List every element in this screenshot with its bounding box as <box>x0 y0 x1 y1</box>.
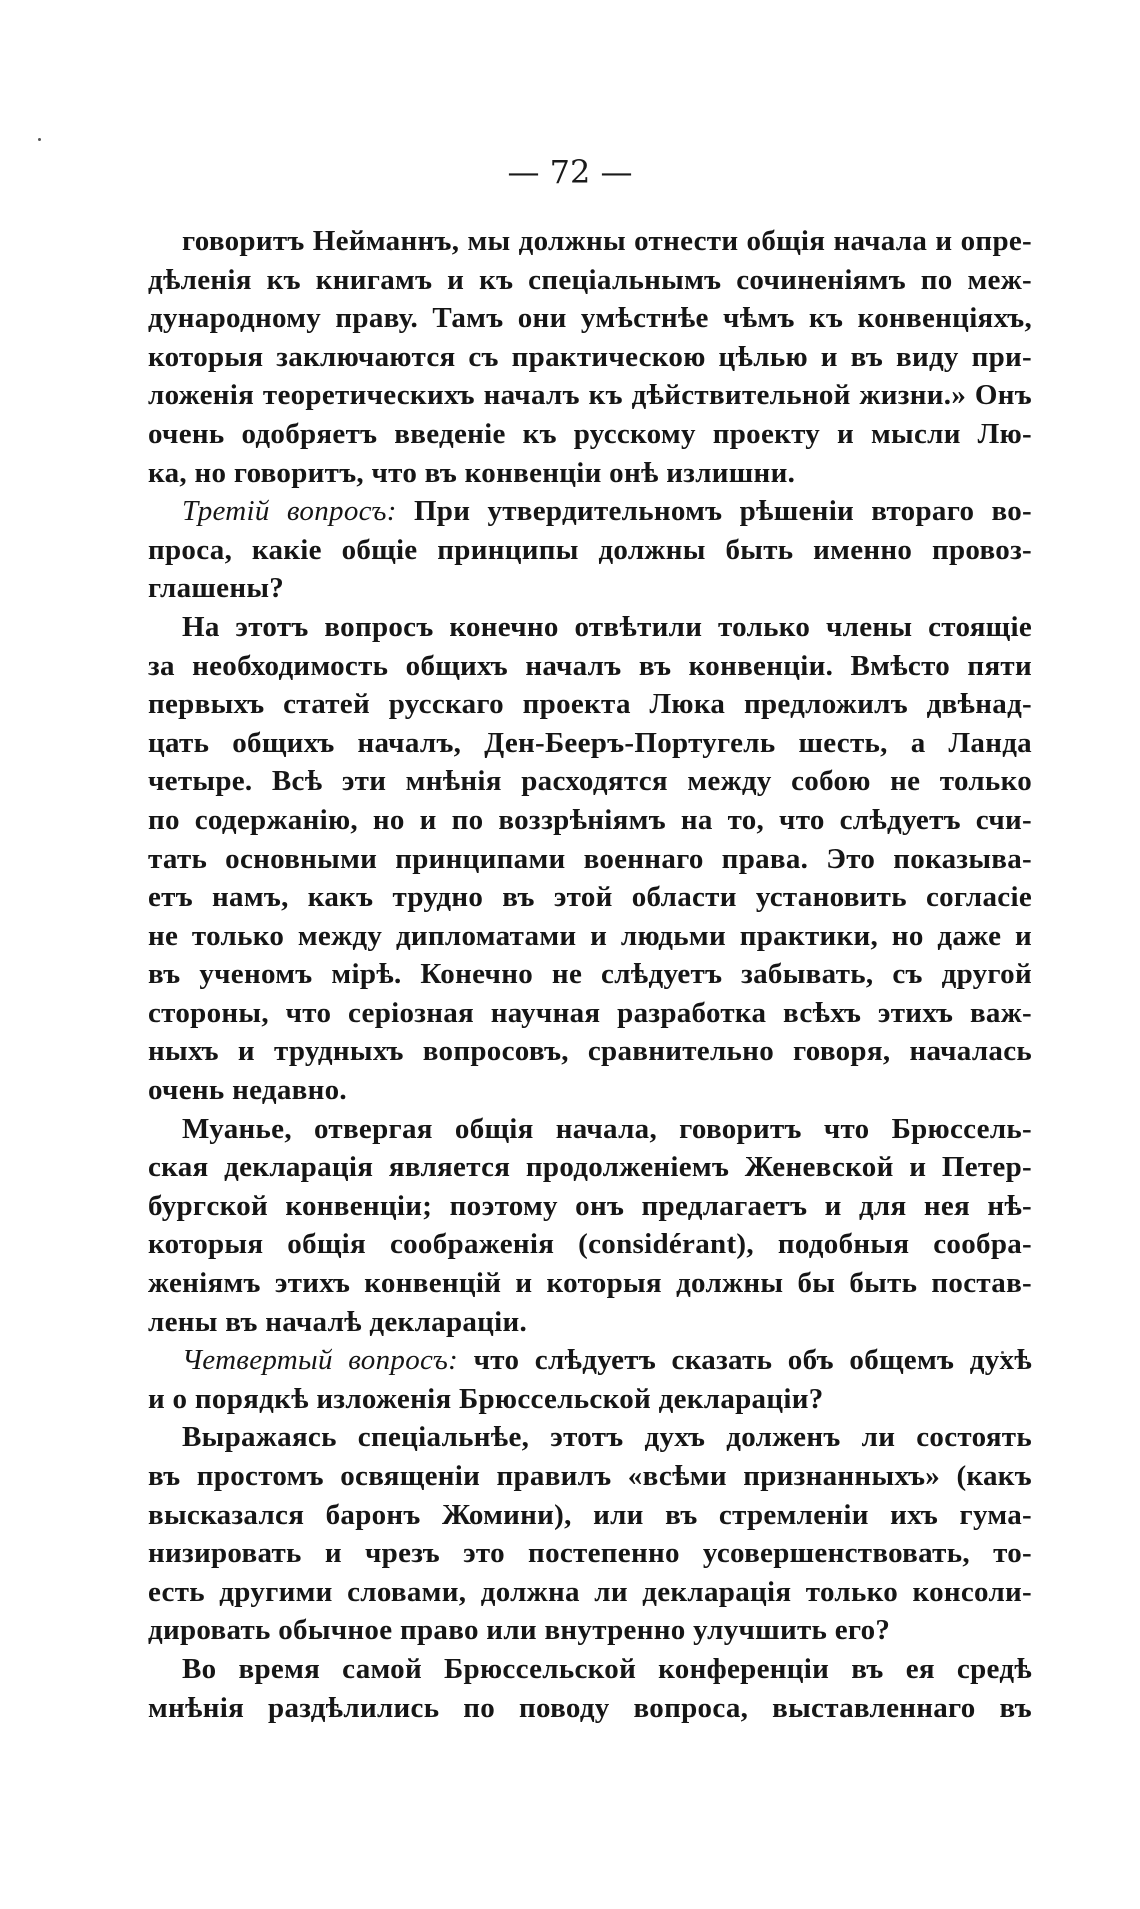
text-line: которыя заключаются съ практическою цѣлью и въ виду при- <box>148 340 1032 373</box>
text-line: Муанье, отвергая общія начала, говоритъ что Брюссель- <box>182 1112 1032 1145</box>
text-line: глашены? <box>148 572 285 605</box>
text-line: проса, какіе общіе принципы должны быть именно провоз- <box>148 533 1032 566</box>
paragraph <box>148 492 1032 608</box>
text-line: не только между дипломатами и людьми практики, но даже и <box>148 919 1032 952</box>
paragraph <box>148 1418 1032 1650</box>
text-line: четыре. Всѣ эти мнѣнія расходятся между собою не только <box>148 765 1032 798</box>
text-line: первыхъ статей русскаго проекта Люка предложилъ двѣнад- <box>148 688 1032 721</box>
text-line: очень одобряетъ введеніе къ русскому проекту и мысли Лю- <box>148 417 1032 450</box>
text-line: цать общихъ началъ, Ден-Бееръ-Португель шесть, а Ланда <box>148 726 1032 759</box>
text-line: за необходимость общихъ началъ въ конвенціи. Вмѣсто пяти <box>148 649 1032 682</box>
question-label: Третій вопросъ: <box>182 495 397 528</box>
text-line: ка, но говоритъ, что въ конвенціи онѣ излишни. <box>148 456 796 489</box>
paragraph <box>148 1341 1032 1418</box>
text-line: есть другими словами, должна ли декларація только консоли- <box>148 1575 1032 1608</box>
text-line: въ простомъ освященіи правилъ «всѣми признанныхъ» (какъ <box>148 1460 1032 1492</box>
scan-speck <box>38 138 41 141</box>
text-line: очень недавно. <box>148 1074 347 1107</box>
text-line: мнѣнія раздѣлились по поводу вопроса, выставленнаго въ <box>148 1691 1032 1724</box>
body-text <box>148 222 1032 1727</box>
text-line: бургской конвенціи; поэтому онъ предлагаетъ и для нея нѣ- <box>148 1189 1032 1222</box>
text-line: На этотъ вопросъ конечно отвѣтили только члены стоящіе <box>182 610 1032 643</box>
text-line: Четвертый вопросъ: что слѣдуетъ сказать объ общемъ духѣ <box>182 1344 1032 1377</box>
text-line: ложенія теоретическихъ началъ къ дѣйствительной жизни.» Онъ <box>148 379 1032 412</box>
text-line: тать основными принципами военнаго права. Это показыва- <box>148 842 1032 875</box>
text-line: въ ученомъ мірѣ. Конечно не слѣдуетъ забывать, съ другой <box>148 958 1032 991</box>
text-line: ская декларація является продолженіемъ Женевской и Петер- <box>148 1151 1032 1184</box>
text-line: дународному праву. Тамъ они умѣстнѣе чѣмъ къ конвенціяхъ, <box>148 302 1032 335</box>
text-line: Третій вопросъ: При утвердительномъ рѣшеніи втораго во- <box>182 495 1032 528</box>
text-line: лены въ началѣ деклараціи. <box>148 1305 528 1338</box>
page-number: — 72 — <box>507 153 633 191</box>
text-line: стороны, что серіозная научная разработка всѣхъ этихъ важ- <box>148 996 1032 1029</box>
text-line: которыя общія соображенія (considérant), подобныя сообра- <box>148 1228 1032 1261</box>
text-line: женіямъ этихъ конвенцій и которыя должны бы быть постав- <box>148 1267 1032 1300</box>
paragraph <box>148 608 1032 1110</box>
text-line: и о порядкѣ изложенія Брюссельской деклараціи? <box>148 1382 824 1415</box>
text-line: говоритъ Нейманнъ, мы должны отнести общія начала и опре- <box>182 225 1032 257</box>
text-line: высказался баронъ Жомини), или въ стремленіи ихъ гума- <box>148 1498 1032 1531</box>
text-line: ныхъ и трудныхъ вопросовъ, сравнительно говоря, началась <box>148 1035 1032 1068</box>
paragraph <box>148 1650 1032 1727</box>
question-label: Четвертый вопросъ: <box>182 1344 459 1377</box>
text-line: Выражаясь спеціальнѣе, этотъ духъ долженъ ли состоять <box>182 1421 1032 1454</box>
text-line: низировать и чрезъ это постепенно усовершенствовать, то- <box>148 1537 1032 1570</box>
text-line: Во время самой Брюссельской конференціи въ ея средѣ <box>182 1652 1032 1685</box>
text-line: дѣленія къ книгамъ и къ спеціальнымъ сочиненіямъ по меж- <box>148 263 1032 296</box>
text-line: дировать обычное право или внутренно улучшить его? <box>148 1614 891 1647</box>
text-line: етъ намъ, какъ трудно въ этой области установить согласіе <box>148 881 1032 914</box>
text-line: по содержанію, но и по воззрѣніямъ на то, что слѣдуетъ счи- <box>148 803 1032 836</box>
paragraph <box>148 222 1032 492</box>
paragraph <box>148 1110 1032 1342</box>
